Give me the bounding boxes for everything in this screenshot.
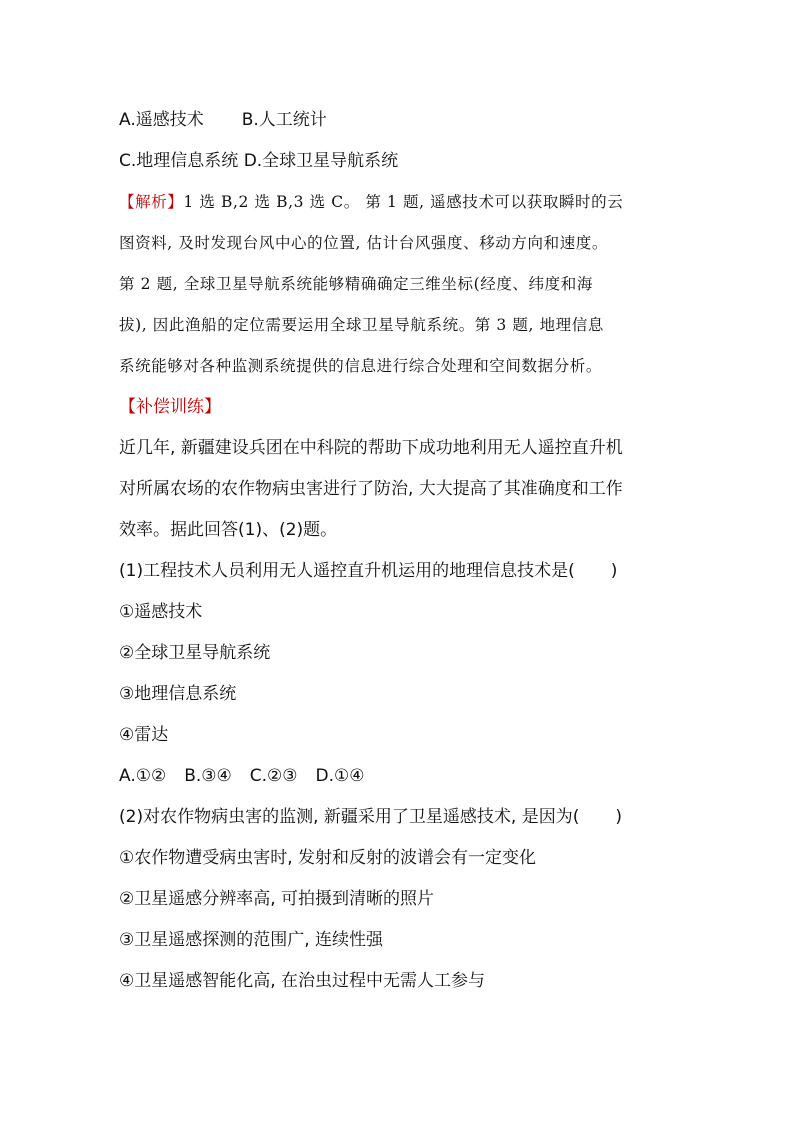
- intro-line-3: 效率。据此回答(1)、(2)题。: [119, 520, 338, 540]
- prev-options-row-2: [119, 141, 679, 182]
- q1-item-2: ②全球卫星导航系统: [119, 643, 271, 663]
- practice-heading: [119, 387, 679, 428]
- q1-item-3: ③地理信息系统: [119, 684, 237, 704]
- option-b: B.人工统计: [241, 110, 327, 130]
- q1-option-a: A.①②: [119, 766, 167, 786]
- intro-line-1: 近几年, 新疆建设兵团在中科院的帮助下成功地利用无人遥控直升机: [119, 438, 623, 458]
- q1-options: [119, 756, 679, 797]
- option-d: D.全球卫星导航系统: [243, 151, 399, 171]
- q1-option-c: C.②③: [249, 766, 298, 786]
- analysis-line-5: 系统能够对各种监测系统提供的信息进行综合处理和空间数据分析。: [119, 357, 603, 375]
- q1-stem: [119, 551, 679, 592]
- analysis-line-4: 拔), 因此渔船的定位需要运用全球卫星导航系统。第 3 题, 地理信息: [119, 316, 604, 334]
- q2-stem-text: (2)对农作物病虫害的监测, 新疆采用了卫星遥感技术, 是因为(: [119, 807, 580, 827]
- analysis-line-3: 第 2 题, 全球卫星导航系统能够精确确定三维坐标(经度、纬度和海: [119, 275, 593, 293]
- q2-item-3: ③卫星遥感探测的范围广, 连续性强: [119, 930, 384, 950]
- q1-item-1: ①遥感技术: [119, 602, 203, 622]
- document-page: [119, 100, 679, 1002]
- q2-stem-close: ): [615, 807, 622, 827]
- analysis-line-2: 图资料, 及时发现台风中心的位置, 估计台风强度、移动方向和速度。: [119, 234, 609, 252]
- q2-item-1: ①农作物遭受病虫害时, 发射和反射的波谱会有一定变化: [119, 848, 537, 868]
- q1-stem-text: (1)工程技术人员利用无人遥控直升机运用的地理信息技术是(: [119, 561, 575, 581]
- option-c: C.地理信息系统: [119, 151, 239, 171]
- analysis-text: 1 选 B,2 选 B,3 选 C。 第 1 题, 遥感技术可以获取瞬时的云: [183, 193, 624, 211]
- q2-item-4: ④卫星遥感智能化高, 在治虫过程中无需人工参与: [119, 971, 486, 991]
- q1-option-d: D.①④: [315, 766, 365, 786]
- practice-tag: 【补偿训练】: [119, 397, 221, 417]
- q2-stem: [119, 797, 679, 838]
- analysis-tag: 【解析】: [119, 193, 184, 211]
- q1-stem-close: ): [610, 561, 618, 581]
- q1-item-4: ④雷达: [119, 725, 169, 745]
- q1-option-b: B.③④: [184, 766, 232, 786]
- prev-options-row-1: [119, 100, 679, 141]
- analysis-line-1: [119, 182, 679, 223]
- intro-line-2: 对所属农场的农作物病虫害进行了防治, 大大提高了其准确度和工作: [119, 479, 623, 499]
- q2-item-2: ②卫星遥感分辨率高, 可拍摄到清晰的照片: [119, 889, 435, 909]
- option-a: A.遥感技术: [119, 110, 204, 130]
